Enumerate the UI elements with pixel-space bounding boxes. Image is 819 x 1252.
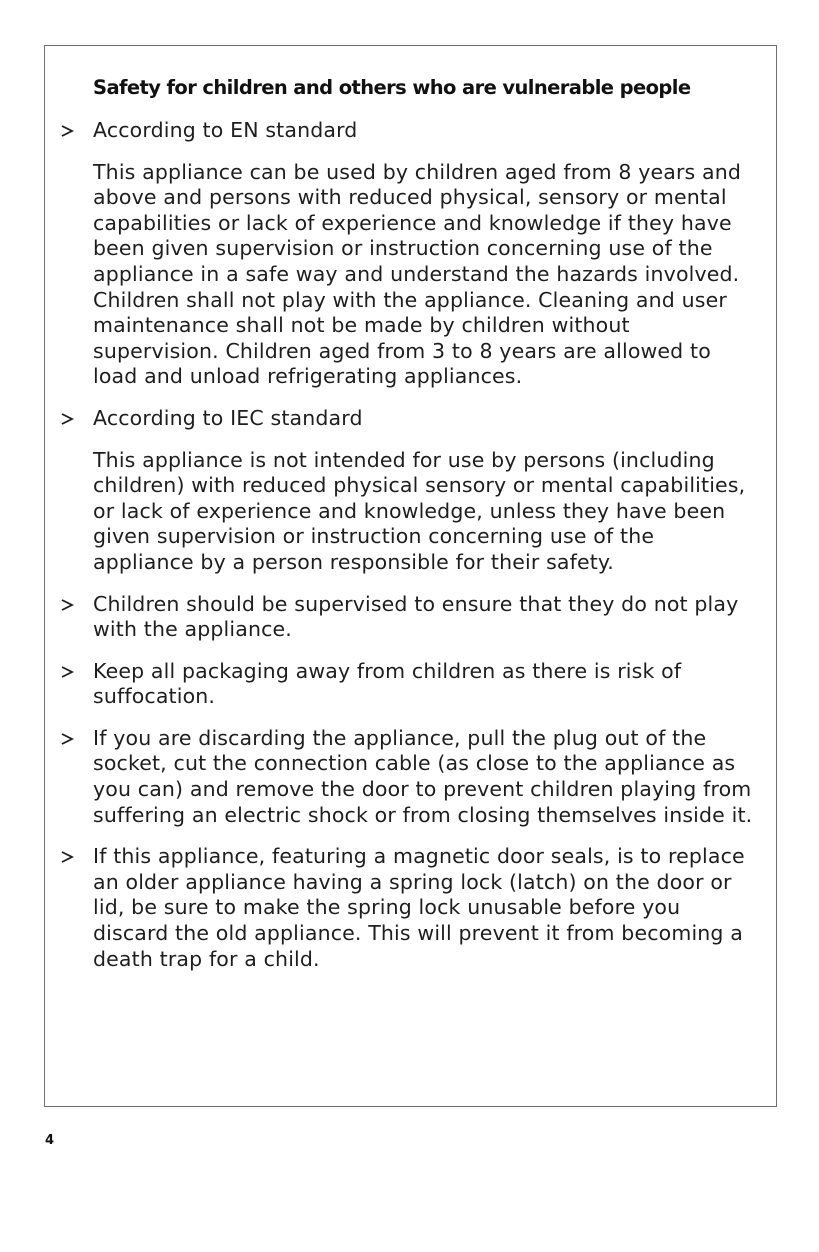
list-item-text: Keep all packaging away from children as there is risk of suffocation. bbox=[93, 658, 682, 709]
list-item-iec-standard bbox=[60, 406, 760, 432]
iec-standard-paragraph: This appliance is not intended for use by persons (including children) with reduced physical sensory or mental capabilities, or lack of experience and knowledge, unless they have been given supervision or instruction concerning use of the appliance by a person responsible for their safety. bbox=[93, 447, 746, 574]
arrow-bullet-icon bbox=[60, 124, 74, 138]
list-item-magnetic-seals bbox=[60, 844, 760, 972]
list-item-en-standard bbox=[60, 118, 760, 144]
list-item-text: Children should be supervised to ensure that they do not play with the appliance. bbox=[93, 591, 739, 642]
list-item-supervised bbox=[60, 592, 760, 643]
list-item-text: If you are discarding the appliance, pull the plug out of the socket, cut the connection cable (as close to the appliance as you can) and remove the door to prevent children playing from suffering an electric shock or from closing themselves inside it. bbox=[93, 725, 753, 827]
section-heading: Safety for children and others who are vulnerable people bbox=[93, 76, 691, 99]
page-number: 4 bbox=[45, 1133, 55, 1148]
arrow-bullet-icon bbox=[60, 598, 74, 612]
arrow-bullet-icon bbox=[60, 850, 74, 864]
list-item-text: According to EN standard bbox=[93, 118, 358, 142]
list-item-text: If this appliance, featuring a magnetic door seals, is to replace an older appliance having a spring lock (latch) on the door or lid, be sure to make the spring lock unusable before you discard the old appliance. This will prevent it from becoming a death trap for a child. bbox=[93, 844, 745, 971]
list-item-packaging bbox=[60, 659, 760, 710]
en-standard-paragraph: This appliance can be used by children aged from 8 years and above and persons with reduced physical, sensory or mental capabilities or lack of experience and knowledge if they have been given supervision or instruction concerning use of the appliance in a safe way and understand the hazards involved. Children shall not play with the appliance. Cleaning and user maintenance shall not be made by children without supervision. Children aged from 3 to 8 years are allowed to load and unload refrigerating appliances. bbox=[93, 159, 742, 389]
arrow-bullet-icon bbox=[60, 412, 74, 426]
arrow-bullet-icon bbox=[60, 732, 74, 746]
safety-content bbox=[60, 118, 760, 988]
arrow-bullet-icon bbox=[60, 665, 74, 679]
list-item-discarding bbox=[60, 726, 760, 828]
list-item-text: According to IEC standard bbox=[93, 405, 363, 430]
